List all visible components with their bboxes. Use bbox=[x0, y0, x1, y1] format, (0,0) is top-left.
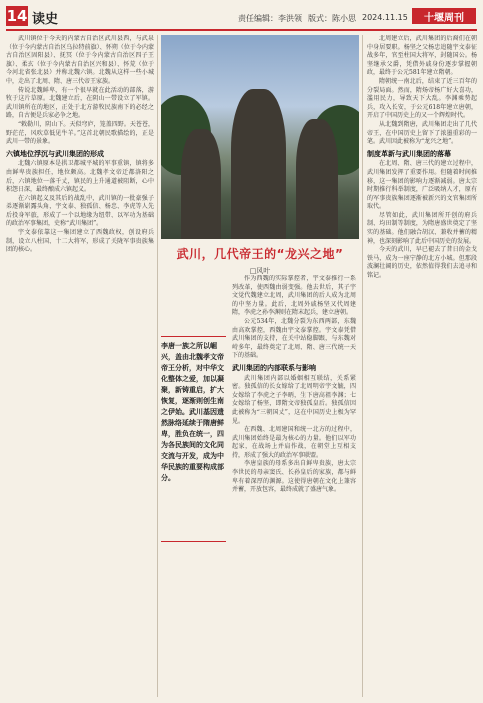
statue-photo bbox=[161, 35, 359, 239]
masthead-logo: 十堰周刊 bbox=[412, 8, 476, 24]
paragraph: 北周建立后，武川集团的后裔们在朝中身居要职。杨坚之父杨忠追随宇文泰征战多年，官至柱国大将军，封随国公。杨坚继承父爵，凭借外戚身份逐步掌握朝政，最终于公元581年建立隋朝。 bbox=[367, 35, 477, 77]
article-column-1 bbox=[6, 35, 154, 697]
header-divider bbox=[6, 29, 477, 31]
paragraph: 李唐皇族的母系多出自鲜卑贵族，唐太宗李世民的母亲窦氏、长孙皇后的家族，都与鲜卑有着深厚的渊源。这使得唐朝在文化上兼容并蓄，开放包容，最终成就了盛唐气象。 bbox=[232, 460, 356, 494]
paragraph: 隋朝统一南北后，结束了近三百年的分裂局面。然而，隋炀帝杨广好大喜功，滥用民力，导致天下大乱。李渊乘势起兵，攻入长安，于公元618年建立唐朝，开启了中国历史上的又一个辉煌时代。 bbox=[367, 77, 477, 120]
page-header bbox=[0, 0, 483, 30]
photo-statue bbox=[181, 129, 221, 239]
section-subhead: 制度革新与武川集团的落幕 bbox=[367, 148, 451, 158]
paragraph: 尽管如此，武川集团所开创的府兵制、均田制等制度，为隋唐盛世奠定了坚实的基础。他们融合胡汉、兼收并蓄的精神，也深刻影响了此后中国历史的发展。 bbox=[367, 211, 477, 245]
column-divider bbox=[157, 35, 158, 697]
paragraph: 公元534年，北魏分裂为东西两部，东魏由高欢掌控，西魏由宇文泰掌控。宇文泰凭借武川集团的支持，在关中站稳脚跟，与东魏对峙多年，最终奠定了北周、隋、唐三代统一天下的基础。 bbox=[232, 317, 356, 360]
photo-statue bbox=[296, 119, 338, 239]
paragraph: 传说北魏鲜卑，有一个很早就在此活动的部落，游牧于这片草原。北魏建立后，在阴山一带设立了军镇。武川镇所在的地区，正处于北方游牧民族南下的必经之路，自古便是兵家必争之地。 bbox=[6, 86, 154, 120]
paragraph: 今天的武川，早已褪去了昔日的金戈铁马，成为一座宁静的北方小城。但那段波澜壮阔的历史，依然值得我们去追寻和铭记。 bbox=[367, 246, 477, 280]
article-title: 武川，几代帝王的“龙兴之地” bbox=[176, 247, 344, 261]
paragraph: “敕勒川，阴山下。天似穹庐，笼盖四野。天苍苍，野茫茫，风吹草低见牛羊。”这首北朝民歌描绘的，正是武川一带的景象。 bbox=[6, 120, 154, 146]
paragraph: 在北周、隋、唐三代的建立过程中，武川集团发挥了重要作用。但随着时间推移，这一集团的影响力逐渐减弱。唐太宗时期推行科举制度，广泛吸纳人才，原有的军事贵族集团逐渐被新兴的文官集团所取代。 bbox=[367, 160, 477, 211]
paragraph: 宇文泰依靠这一集团建立了西魏政权，创设府兵制，设立八柱国、十二大将军，形成了关陇军事贵族集团的核心。 bbox=[6, 229, 154, 254]
page-number: 14 bbox=[6, 7, 28, 25]
paragraph: 北魏六镇原本是拱卫都城平城的军事重镇，镇将多由鲜卑贵族担任，地位颇高。北魏孝文帝迁都洛阳之后，六镇地位一落千丈，镇民的上升通道被阻断，心中积怨日深，最终酿成六镇起义。 bbox=[6, 160, 154, 194]
paragraph: 从北魏到隋唐，武川集团走出了几代帝王，在中国历史上留下了浓墨重彩的一笔。武川因此被称为“龙兴之地”。 bbox=[367, 120, 477, 146]
section-name: 读史 bbox=[32, 12, 59, 27]
article-column-2 bbox=[232, 275, 356, 697]
paragraph: 在六镇起义及其后的战乱中，武川镇的一批豪强子弟逐渐崭露头角，宇文泰、独孤信、杨忠、李虎等人先后投身军旅，形成了一个以地缘为纽带、以军功为基础的政治军事集团，史称“武川集团”。 bbox=[6, 194, 154, 228]
paragraph: 武川镇位于今天的内蒙古自治区武川县西，与武泉（位于今内蒙古自治区乌拉特前旗）、怀朔（位于今内蒙古自治区固阳县）、抚冥（位于今内蒙古自治区四子王旗）、柔玄（位于今内蒙古自治区兴和县）、怀荒（位于今河北省张北县）并称北魏六镇。北魏从这样一些小城中，走出了北周、隋、唐三代帝王家族。 bbox=[6, 35, 154, 85]
editor-credit: 责任编辑：李洪领 bbox=[238, 14, 302, 23]
article-byline: □风叶 bbox=[249, 267, 271, 275]
section-subhead: 六镇地位浮沉与武川集团的形成 bbox=[6, 148, 104, 158]
pull-quote: 李唐一族之所以崛兴，盖由北魏孝文帝帝王分析，对中华文化整体之爱，加以凝聚，新铸重启，扩大恢复，逐渐则创生南之伊始。武川基因遗然脉络延续于隋唐鲜卑，胜负在统一，四为各民族间的文化同交流与开发，成为中华民族的重要构成部分。 bbox=[161, 336, 226, 542]
paragraph: 作为西魏的实际掌控者，宇文泰推行一系列改革，使西魏由弱变强。他去世后，其子宇文觉代魏建立北周，武川集团的后人成为北周的中坚力量。此后，北周外戚杨坚又代周建隋，李虎之孙李渊则在隋末起兵，建立唐朝。 bbox=[232, 275, 356, 317]
article-title-block bbox=[161, 245, 359, 276]
photo-statue bbox=[231, 89, 286, 239]
section-subhead: 武川集团的内部联系与影响 bbox=[232, 362, 316, 372]
column-divider bbox=[362, 35, 363, 697]
article-column-3 bbox=[367, 35, 477, 697]
paragraph: 武川集团内部以婚姻相互联结，关系紧密。独孤信的长女嫁给了北周明帝宇文毓，四女嫁给了李虎之子李昞，生下唐高祖李渊；七女嫁给了杨坚，即隋文帝独孤皇后。独孤信因此被称为“三朝国丈”，这在中国历史上极为罕见。 bbox=[232, 374, 356, 425]
designer-credit: 版式：陈小思 bbox=[308, 14, 356, 23]
editorial-meta bbox=[238, 13, 408, 24]
paragraph: 在西魏、北周建国和统一北方的过程中，武川集团始终是最为核心的力量。他们以军功起家，在战场上并肩作战，在朝堂上互相支持，形成了强大的政治军事联盟。 bbox=[232, 426, 356, 459]
issue-date: 2024.11.15 bbox=[362, 13, 408, 22]
